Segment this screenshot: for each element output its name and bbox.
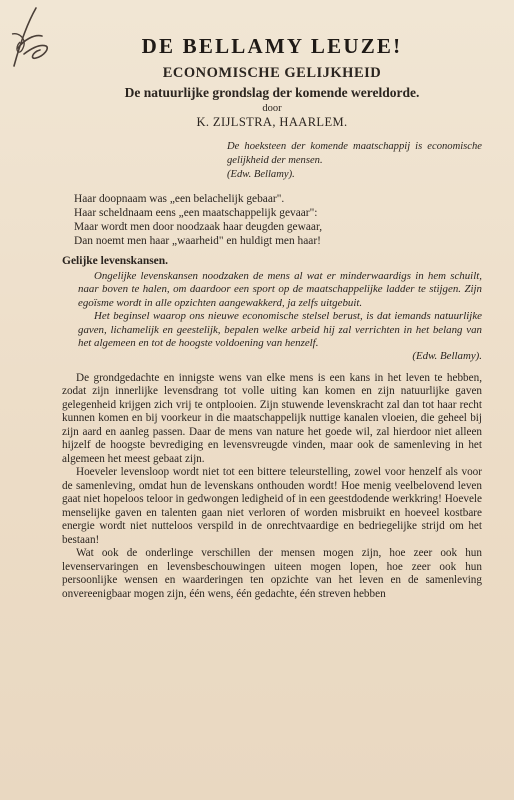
section-quote [78, 270, 482, 364]
epigraph-attribution: (Edw. Bellamy). [227, 169, 295, 180]
author: K. ZIJLSTRA, HAARLEM. [196, 115, 348, 129]
poem-line: Dan noemt men haar „waarheid" en huldigt men haar! [74, 235, 321, 247]
section-heading: Gelijke levenskansen. [62, 255, 169, 267]
poem-line: Haar doopnaam was „een belachelijk gebaar". [74, 193, 285, 205]
body-paragraph: Wat ook de onderlinge verschillen der mensen mogen zijn, hoe zeer ook hun levenservaringen en levensbeschouwingen uiteen mogen lopen, hoe zeer ook hun persoonlijke wensen en waarderingen ten opzichte van het leven en de samenleving onvereenigbaar mogen zijn, één wens, één gedachte, één streven hebben [62, 547, 482, 600]
quote-attribution: (Edw. Bellamy). [412, 350, 482, 363]
body-paragraph: De grondgedachte en innigste wens van elke mens is een kans in het leven te hebben, zodat zijn innerlijke levensdrang tot volle uiting kan komen en zijn natuurlijke gaven gelegenheid krijgen zich vrij te ontplooien. Zijn stuwende levenskracht zal dan tot haar recht kunnen komen en bij voorkeur in die maatschappelijk nuttige kanalen vloeien, die geheel bij zijn aard en aanleg passen. Daar de mens van nature het goede wil, zal hierdoor niet alleen hijzelf de hoogste bevrediging en levensvreugde vinden, maar ook de samenleving in het algemeen het meest gebaat zijn. [62, 371, 482, 465]
body-paragraph: Hoeveler levensloop wordt niet tot een bittere teleurstelling, zowel voor henzelf als voor de samenleving, omdat hun de levenskans onthouden wordt! Hoe menig veelbelovend leven gaat niet hopeloos teloor in gedwongen ledigheid of in een geestdodende werkkring! Hoevele menselijke gaven en talenten gaan niet verloren of worden misbruikt en hoeveel kostbare energie wordt niet nutteloos verspild in de onrechtvaardige en bedriegelijke strijd om het bestaan! [62, 466, 482, 546]
epigraph [227, 140, 482, 182]
subtitle: ECONOMISCHE GELIJKHEID [162, 65, 382, 81]
byline-door: door [262, 103, 282, 114]
poem-line: Haar scheldnaam eens „een maatschappelijk gevaar": [74, 207, 318, 219]
quote-paragraph: Het beginsel waarop ons nieuwe economische stelsel berust, is dat iemands natuurlijke gaven, lichamelijk en geestelijk, bepalen welke arbeid hij zal verrichten in het belang van het algemeen en tot de hoogste voldoening van henzelf. [78, 310, 482, 350]
page-title: DE BELLAMY LEUZE! [141, 34, 403, 58]
subtitle-secondary: De natuurlijke grondslag der komende wereldorde. [124, 85, 420, 100]
body-text [62, 372, 482, 602]
handwritten-scribble-mark [6, 4, 58, 72]
epigraph-text: De hoeksteen der komende maatschappij is economische gelijkheid der mensen. [227, 141, 482, 166]
poem-line: Maar wordt men door noodzaak haar deugden gewaar, [74, 221, 323, 233]
poem [74, 192, 482, 248]
quote-paragraph: Ongelijke levenskansen noodzaken de mens al wat er minderwaardigs in hem schuilt, naar boven te halen, om daardoor een sport op de maatschappelijke ladder te stijgen. Zijn egoïsme wordt in alle opzichten aangewakkerd, ja zelfs uitgebuit. [78, 270, 482, 309]
